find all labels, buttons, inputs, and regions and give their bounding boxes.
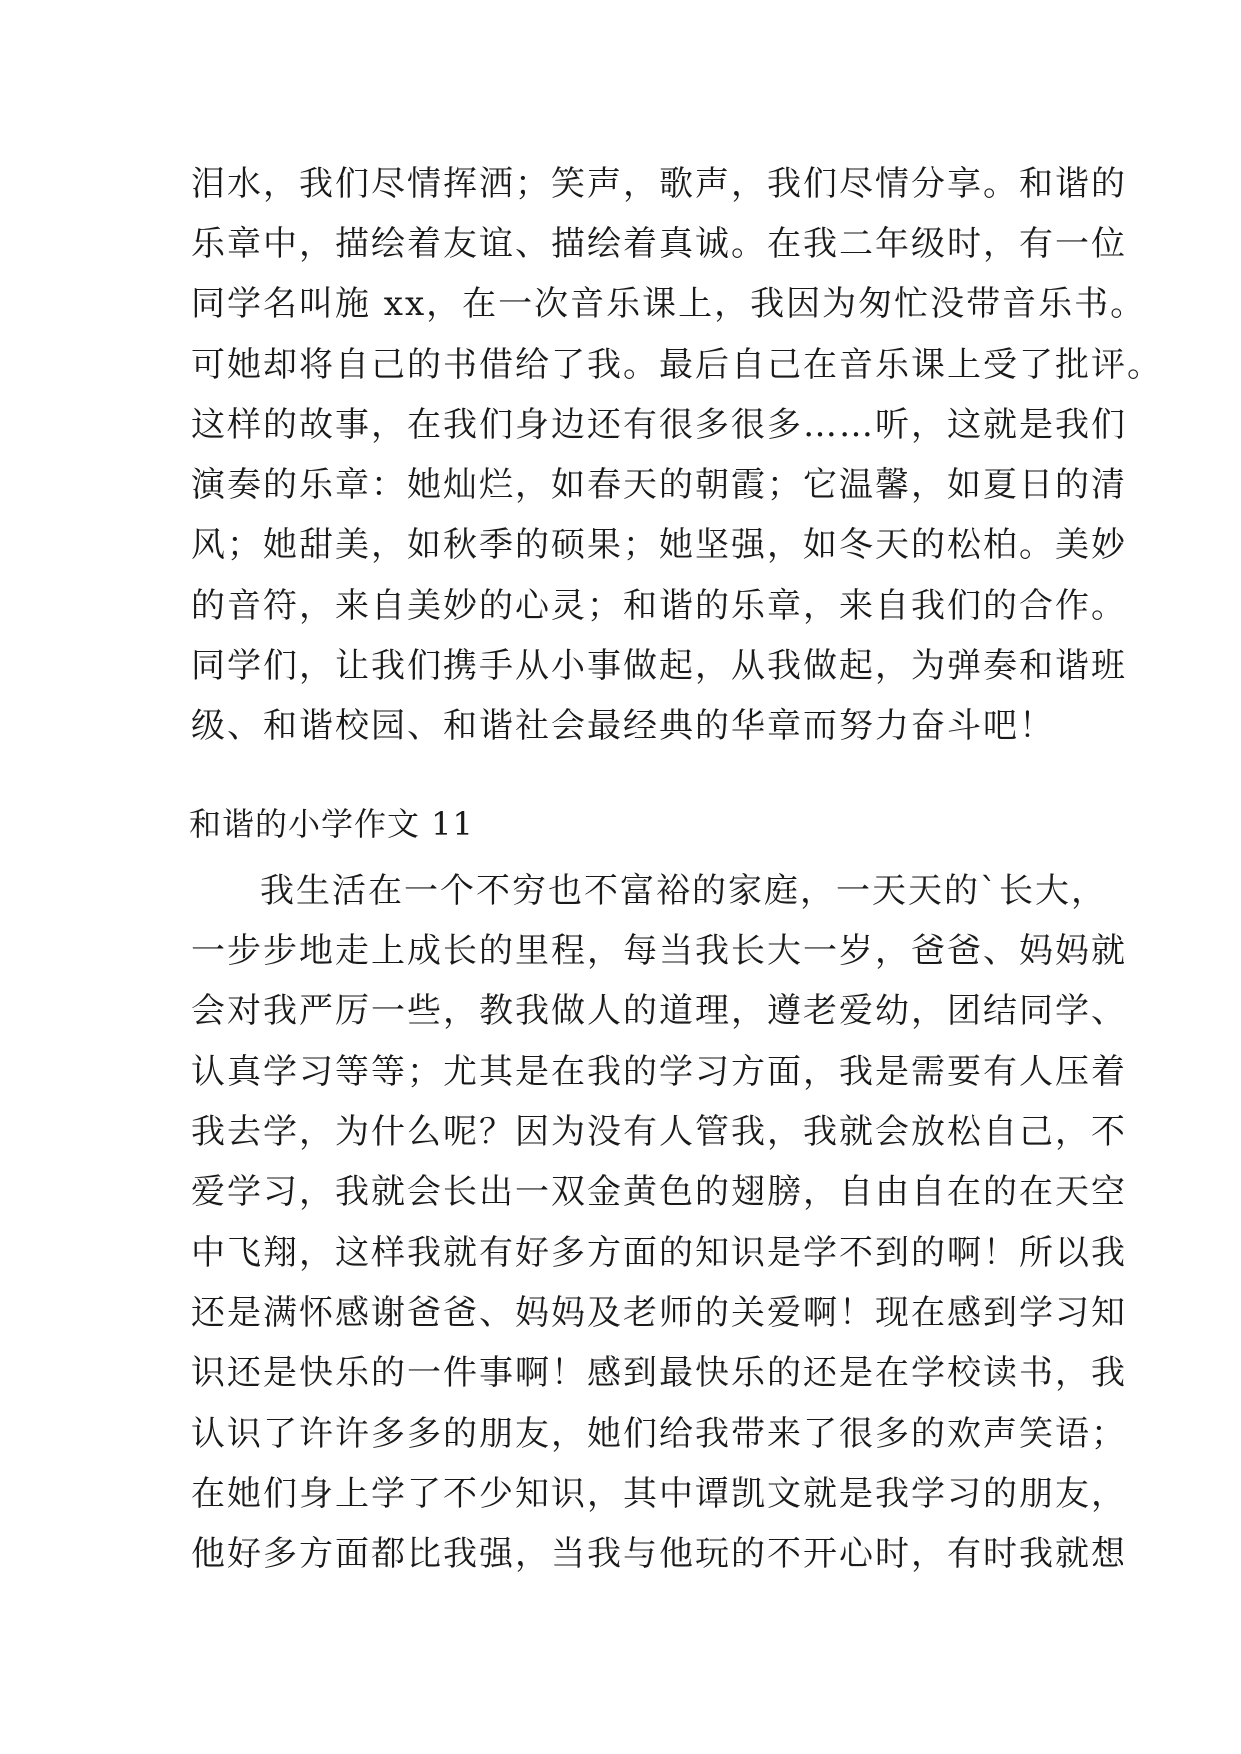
- paragraph-line: 中飞翔，这样我就有好多方面的知识是学不到的啊！所以我: [191, 1233, 1127, 1273]
- paragraph-line: 泪水，我们尽情挥洒；笑声，歌声，我们尽情分享。和谐的: [191, 164, 1127, 204]
- paragraph-line: 认识了许许多多的朋友，她们给我带来了很多的欢声笑语；: [191, 1414, 1127, 1454]
- paragraph-line: 同学们，让我们携手从小事做起，从我做起，为弹奏和谐班: [191, 646, 1127, 686]
- paragraph-line: 的音符，来自美妙的心灵；和谐的乐章，来自我们的合作。: [191, 586, 1127, 626]
- paragraph-line: 在她们身上学了不少知识，其中谭凯文就是我学习的朋友，: [191, 1474, 1127, 1514]
- section-title: 和谐的小学作文 11: [189, 805, 474, 843]
- paragraph-line: 会对我严厉一些，教我做人的道理，遵老爱幼，团结同学、: [191, 991, 1127, 1031]
- paragraph-line: 识还是快乐的一件事啊！感到最快乐的还是在学校读书，我: [191, 1353, 1127, 1393]
- paragraph-line: 他好多方面都比我强，当我与他玩的不开心时，有时我就想: [191, 1534, 1127, 1574]
- paragraph-line: 认真学习等等；尤其是在我的学习方面，我是需要有人压着: [191, 1052, 1127, 1092]
- paragraph-line: 风；她甜美，如秋季的硕果；她坚强，如冬天的松柏。美妙: [191, 525, 1127, 565]
- paragraph-line: 还是满怀感谢爸爸、妈妈及老师的关爱啊！现在感到学习知: [191, 1293, 1127, 1333]
- paragraph-line: 一步步地走上成长的里程，每当我长大一岁，爸爸、妈妈就: [191, 931, 1127, 971]
- paragraph-line: 这样的故事，在我们身边还有很多很多……听，这就是我们: [191, 405, 1127, 445]
- paragraph-line: 爱学习，我就会长出一双金黄色的翅膀，自由自在的在天空: [191, 1172, 1127, 1212]
- paragraph-line: 演奏的乐章：她灿烂，如春天的朝霞；它温馨，如夏日的清: [191, 465, 1127, 505]
- paragraph-line: 乐章中，描绘着友谊、描绘着真诚。在我二年级时，有一位: [191, 224, 1127, 264]
- paragraph-line: 我去学，为什么呢？因为没有人管我，我就会放松自己，不: [191, 1112, 1127, 1152]
- paragraph-line: 我生活在一个不穷也不富裕的家庭，一天天的`长大，: [260, 871, 1107, 911]
- paragraph-line: 级、和谐校园、和谐社会最经典的华章而努力奋斗吧！: [191, 706, 1055, 746]
- paragraph-line: 同学名叫施 xx，在一次音乐课上，我因为匆忙没带音乐书。: [191, 284, 1147, 324]
- paragraph-line: 可她却将自己的书借给了我。最后自己在音乐课上受了批评。: [191, 345, 1163, 385]
